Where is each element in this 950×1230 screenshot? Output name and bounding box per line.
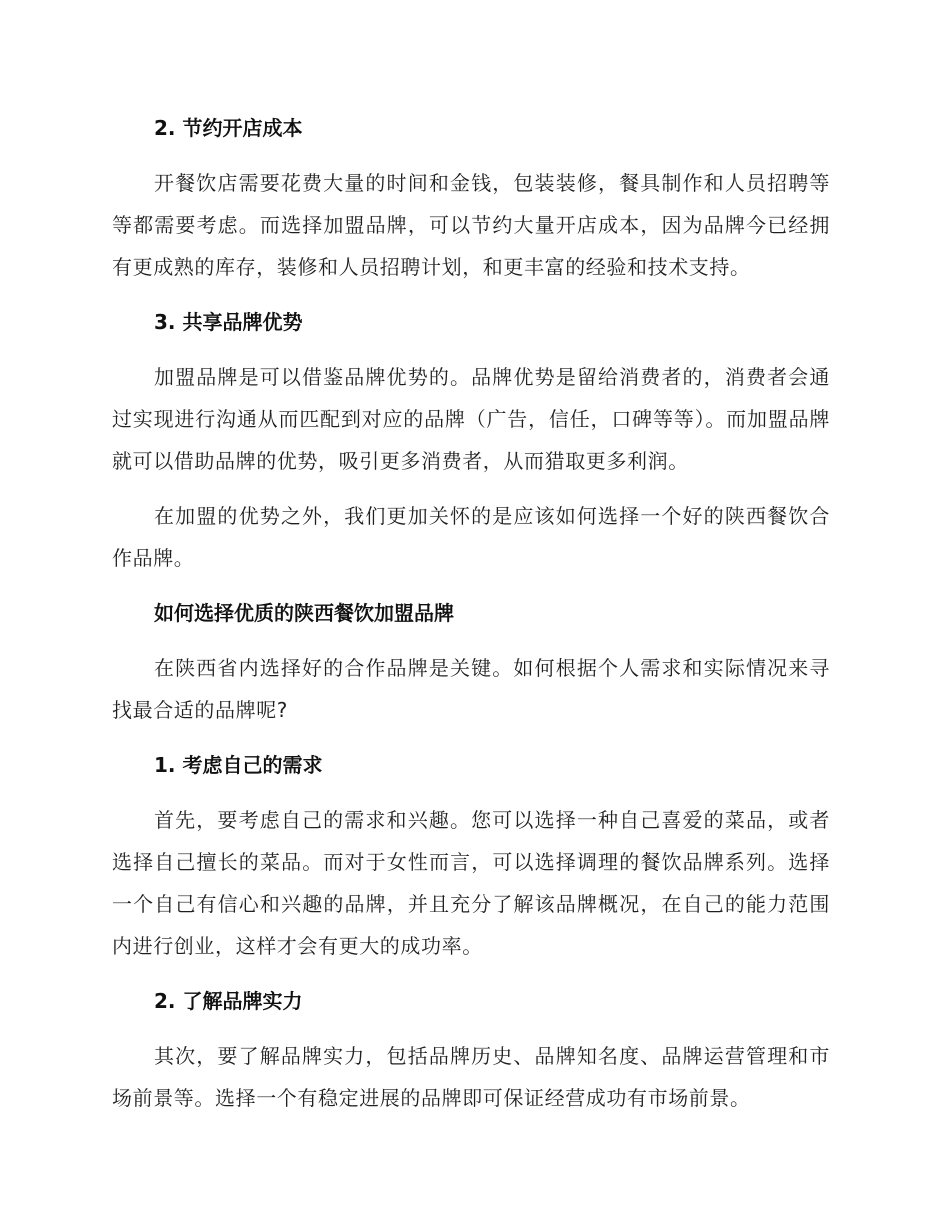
section-heading-brand-advantage: 3. 共享品牌优势 [154, 310, 303, 334]
paragraph-consider-needs: 首先，要考虑自己的需求和兴趣。您可以选择一种自己喜爱的菜品，或者选择自己擅长的菜品。而对于女性而言，可以选择调理的餐饮品牌系列。选择一个自己有信心和兴趣的品牌，并且充分了解该品牌概况，在自己的能力范围内进行创业，这样才会有更大的成功率。 [112, 808, 830, 958]
section-heading-how-to-choose: 如何选择优质的陕西餐饮加盟品牌 [154, 601, 454, 625]
paragraph-transition: 在加盟的优势之外，我们更加关怀的是应该如何选择一个好的陕西餐饮合作品牌。 [112, 504, 830, 570]
section-heading-brand-strength: 2. 了解品牌实力 [154, 989, 303, 1013]
paragraph-brand-strength: 其次，要了解品牌实力，包括品牌历史、品牌知名度、品牌运营管理和市场前景等。选择一个有稳定进展的品牌即可保证经营成功有市场前景。 [112, 1044, 830, 1110]
document-body [112, 107, 830, 1119]
paragraph-save-cost: 开餐饮店需要花费大量的时间和金钱，包装装修，餐具制作和人员招聘等等都需要考虑。而选择加盟品牌，可以节约大量开店成本，因为品牌今已经拥有更成熟的库存，装修和人员招聘计划，和更丰富的经验和技术支持。 [112, 171, 830, 279]
paragraph-brand-advantage: 加盟品牌是可以借鉴品牌优势的。品牌优势是留给消费者的，消费者会通过实现进行沟通从而匹配到对应的品牌（广告，信任，口碑等等）。而加盟品牌就可以借助品牌的优势，吸引更多消费者，从而猎取更多利润。 [112, 365, 830, 473]
section-heading-consider-needs: 1. 考虑自己的需求 [154, 753, 323, 777]
paragraph-how-to-choose-intro: 在陕西省内选择好的合作品牌是关键。如何根据个人需求和实际情况来寻找最合适的品牌呢? [112, 656, 830, 722]
section-heading-save-cost: 2. 节约开店成本 [154, 116, 303, 140]
